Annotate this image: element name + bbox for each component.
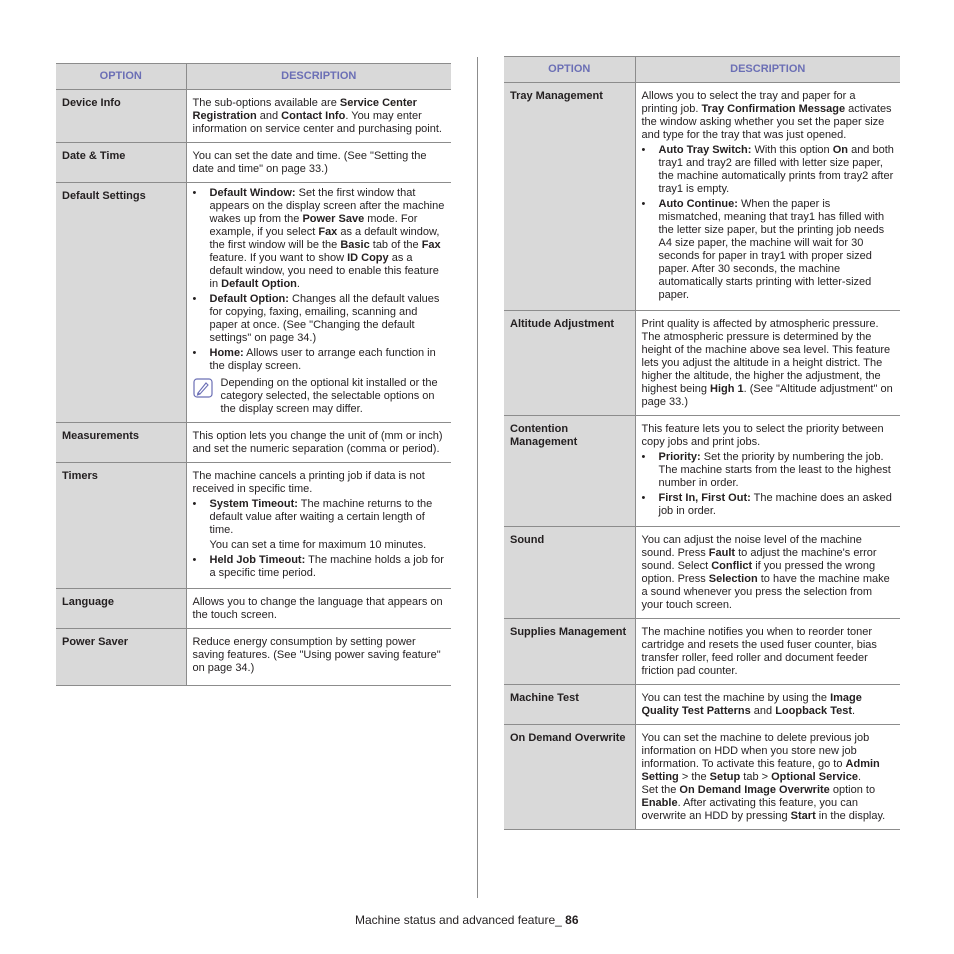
note-box xyxy=(193,377,446,416)
option-description: You can test the machine by using the Image Quality Test Patterns and Loopback Test. xyxy=(635,685,900,725)
option-description: Print quality is affected by atmospheric pressure. The atmospheric pressure is determined by the height of the machine above sea level. This feature lets you adjust the altitude in a height district. The higher the altitude, the higher the adjustment, the highest being High 1. (See "Altitude adjustment" on page 33.) xyxy=(635,311,900,416)
option-description: You can set the machine to delete previous job information on HDD when you store new job information. To activate this feature, go to Admin Setting > the Setup tab > Optional Service. Set the On Demand Image Overwrite option to Enable. After activating this feature, you can overwrite an HDD by pressing Start in the display. xyxy=(635,725,900,830)
option-description: This feature lets you to select the priority between copy jobs and print jobs. • Priority: Set the priority by numbering the job. The machine starts from the least to the highest number in order. • First In, First Out: The machine does an asked job in order. xyxy=(635,416,900,527)
option-name: Language xyxy=(56,589,186,629)
bullet-list xyxy=(642,144,895,302)
bullet-list xyxy=(193,187,446,373)
table-row xyxy=(56,423,451,463)
bullet-list xyxy=(193,498,446,580)
option-name: Power Saver xyxy=(56,629,186,686)
list-item: • Default Option: Changes all the default values for copying, faxing, emailing, scanning and paper at once. (See "Changing the default settings" on page 34.) xyxy=(192,293,440,344)
description-header: DESCRIPTION xyxy=(186,64,451,90)
table-row xyxy=(56,589,451,629)
option-name: Contention Management xyxy=(504,416,635,527)
note-icon xyxy=(193,378,213,398)
option-name: Device Info xyxy=(56,90,186,143)
bullet-list xyxy=(642,451,895,518)
note-text: Depending on the optional kit installed or the category selected, the selectable options on the display screen may differ. xyxy=(220,377,438,415)
table-row xyxy=(56,463,451,589)
list-item: • Auto Continue: When the paper is mismatched, meaning that tray1 has filled with the letter size paper, but the printing job needs A4 size paper, the machine will wait for 30 seconds for paper in tray1 with proper sized paper. After 30 seconds, the machine automatically starts printing with letter-sized paper. xyxy=(641,198,885,301)
option-header: OPTION xyxy=(504,57,635,83)
table-row xyxy=(56,143,451,183)
page-number: 86 xyxy=(565,913,579,927)
table-row xyxy=(56,90,451,143)
option-description: You can set the date and time. (See "Setting the date and time" on page 33.) xyxy=(186,143,451,183)
list-item: • First In, First Out: The machine does an asked job in order. xyxy=(641,492,892,517)
option-description: The machine notifies you when to reorder toner cartridge and resets the used fuser counter, bias transfer roller, feed roller and document feeder friction pad counter. xyxy=(635,619,900,685)
option-name: Measurements xyxy=(56,423,186,463)
table-row xyxy=(504,685,900,725)
option-name: Timers xyxy=(56,463,186,589)
column-divider xyxy=(477,57,478,898)
option-description: The machine cancels a printing job if data is not received in specific time. • System Timeout: The machine returns to the default value after waiting a certain length of time. You can set a time for maximum 10 minutes. • Held Job Timeout: The machine holds a job for a specific time period. xyxy=(186,463,451,589)
option-description: This option lets you change the unit of (mm or inch) and set the numeric separation (comma or period). xyxy=(186,423,451,463)
option-description: Reduce energy consumption by setting power saving features. (See "Using power saving feature" on page 34.) xyxy=(186,629,451,686)
list-item: • System Timeout: The machine returns to the default value after waiting a certain length of time. You can set a time for maximum 10 minutes. xyxy=(192,498,433,551)
right-options-table xyxy=(504,56,900,830)
option-header: OPTION xyxy=(56,64,186,90)
option-description: You can adjust the noise level of the machine sound. Press Fault to adjust the machine's error sound. Select Conflict if you pressed the wrong option. Press Selection to have the machine make a sound whenever you press the selection from your touch screen. xyxy=(635,527,900,619)
list-item: • Auto Tray Switch: With this option On and both tray1 and tray2 are filled with letter size paper, the machine automatically prints from tray2 after tray1 is empty. xyxy=(641,144,894,195)
page-footer xyxy=(355,913,579,927)
table-row xyxy=(504,725,900,830)
option-description: The sub-options available are Service Center Registration and Contact Info. You may enter information on service center and purchasing point. xyxy=(186,90,451,143)
option-name: Altitude Adjustment xyxy=(504,311,635,416)
option-description: Allows you to change the language that appears on the touch screen. xyxy=(186,589,451,629)
option-name: On Demand Overwrite xyxy=(504,725,635,830)
option-description: Allows you to select the tray and paper for a printing job. Tray Confirmation Message activates the window asking whether you set the paper size and type for the tray that was just opened. • Auto Tray Switch: With this option On and both tray1 and tray2 are filled with letter size paper, the machine automatically prints from tray2 after tray1 is empty. • Auto Continue: When the paper is mismatched, meaning that tray1 has filled with the letter size paper, but the printing job needs A4 size paper, the machine will wait for 30 seconds for paper in tray1 with proper sized paper. After 30 seconds, the machine automatically starts printing with letter-sized paper. xyxy=(635,83,900,311)
list-item: • Priority: Set the priority by numbering the job. The machine starts from the least to the highest number in order. xyxy=(641,451,891,489)
option-name: Machine Test xyxy=(504,685,635,725)
option-name: Supplies Management xyxy=(504,619,635,685)
table-row xyxy=(504,83,900,311)
table-row xyxy=(56,629,451,686)
list-item: • Held Job Timeout: The machine holds a job for a specific time period. xyxy=(192,554,444,579)
option-name: Default Settings xyxy=(56,183,186,423)
footer-text: Machine status and advanced feature_ xyxy=(355,913,566,927)
description-header: DESCRIPTION xyxy=(635,57,900,83)
option-name: Sound xyxy=(504,527,635,619)
table-row xyxy=(504,527,900,619)
option-description xyxy=(186,183,451,423)
option-name: Tray Management xyxy=(504,83,635,311)
table-row xyxy=(504,311,900,416)
list-item: • Default Window: Set the first window that appears on the display screen after the machine wakes up from the Power Save mode. For example, if you select Fax as a default window, the first window will be the Basic tab of the Fax feature. If you want to show ID Copy as a default window, you need to enable this feature in Default Option. xyxy=(192,187,445,290)
left-options-table xyxy=(56,63,451,686)
table-row xyxy=(504,619,900,685)
option-name: Date & Time xyxy=(56,143,186,183)
list-item: • Home: Allows user to arrange each function in the display screen. xyxy=(192,347,436,372)
table-row xyxy=(56,183,451,423)
table-row xyxy=(504,416,900,527)
